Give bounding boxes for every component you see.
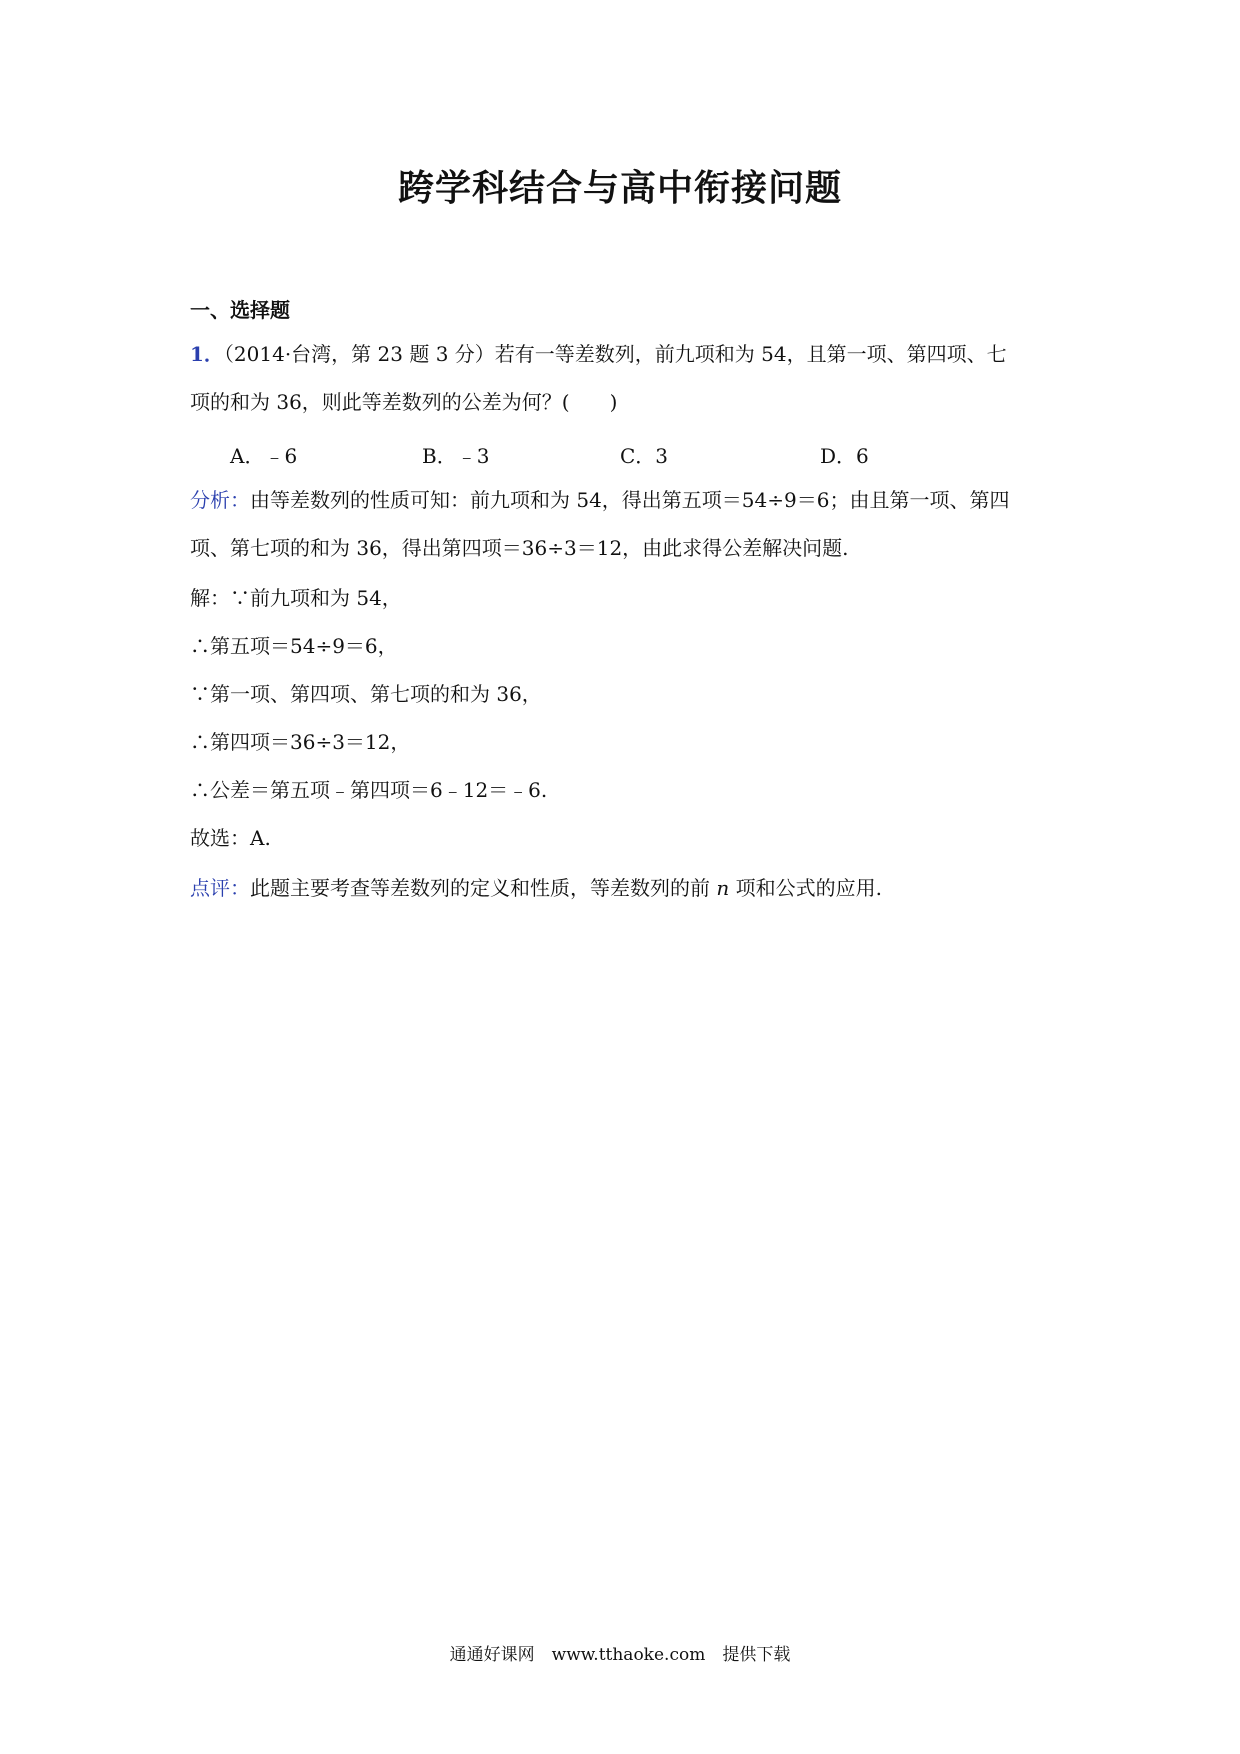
option-a: A．﹣6 [230, 444, 298, 468]
comment-label: 点评： [190, 876, 250, 900]
solution-line-2: ∴第五项＝54÷9＝6， [190, 634, 398, 658]
analysis-line-2: 项、第七项的和为 36，得出第四项＝36÷3＝12，由此求得公差解决问题. [190, 536, 849, 560]
question-number: 1． [190, 342, 224, 366]
comment-text-before: 此题主要考查等差数列的定义和性质，等差数列的前 [250, 876, 717, 900]
section-heading: 一、选择题 [190, 298, 290, 322]
analysis-line-1 [190, 486, 1009, 514]
comment-line [190, 874, 882, 902]
page-title: 跨学科结合与高中衔接问题 [397, 168, 842, 209]
question-line-2: 项的和为 36，则此等差数列的公差为何？( ) [190, 390, 618, 414]
option-b: B．﹣3 [422, 444, 490, 468]
comment-variable: n [716, 876, 730, 900]
question-text-1: （2014·台湾，第 23 题 3 分）若有一等差数列，前九项和为 54，且第一项、第四项、七 [223, 342, 1007, 366]
solution-line-4: ∴第四项＝36÷3＝12， [190, 730, 411, 754]
footer-source: 通通好课网 www.tthaoke.com 提供下载 [449, 1645, 791, 1665]
solution-line-5: ∴公差＝第五项﹣第四项＝6﹣12＝﹣6. [190, 778, 548, 802]
question-line-1 [190, 340, 1007, 368]
analysis-text-1: 由等差数列的性质可知：前九项和为 54，得出第五项＝54÷9＝6；由且第一项、第四 [250, 488, 1010, 512]
solution-line-3: ∵第一项、第四项、第七项的和为 36， [190, 682, 542, 706]
solution-line-1: 解：∵前九项和为 54， [190, 586, 402, 610]
comment-text-after: 项和公式的应用. [729, 876, 882, 900]
analysis-label: 分析： [190, 488, 250, 512]
option-c: C．3 [620, 444, 669, 468]
solution-line-6: 故选：A. [190, 826, 271, 850]
option-d: D．6 [820, 444, 869, 468]
